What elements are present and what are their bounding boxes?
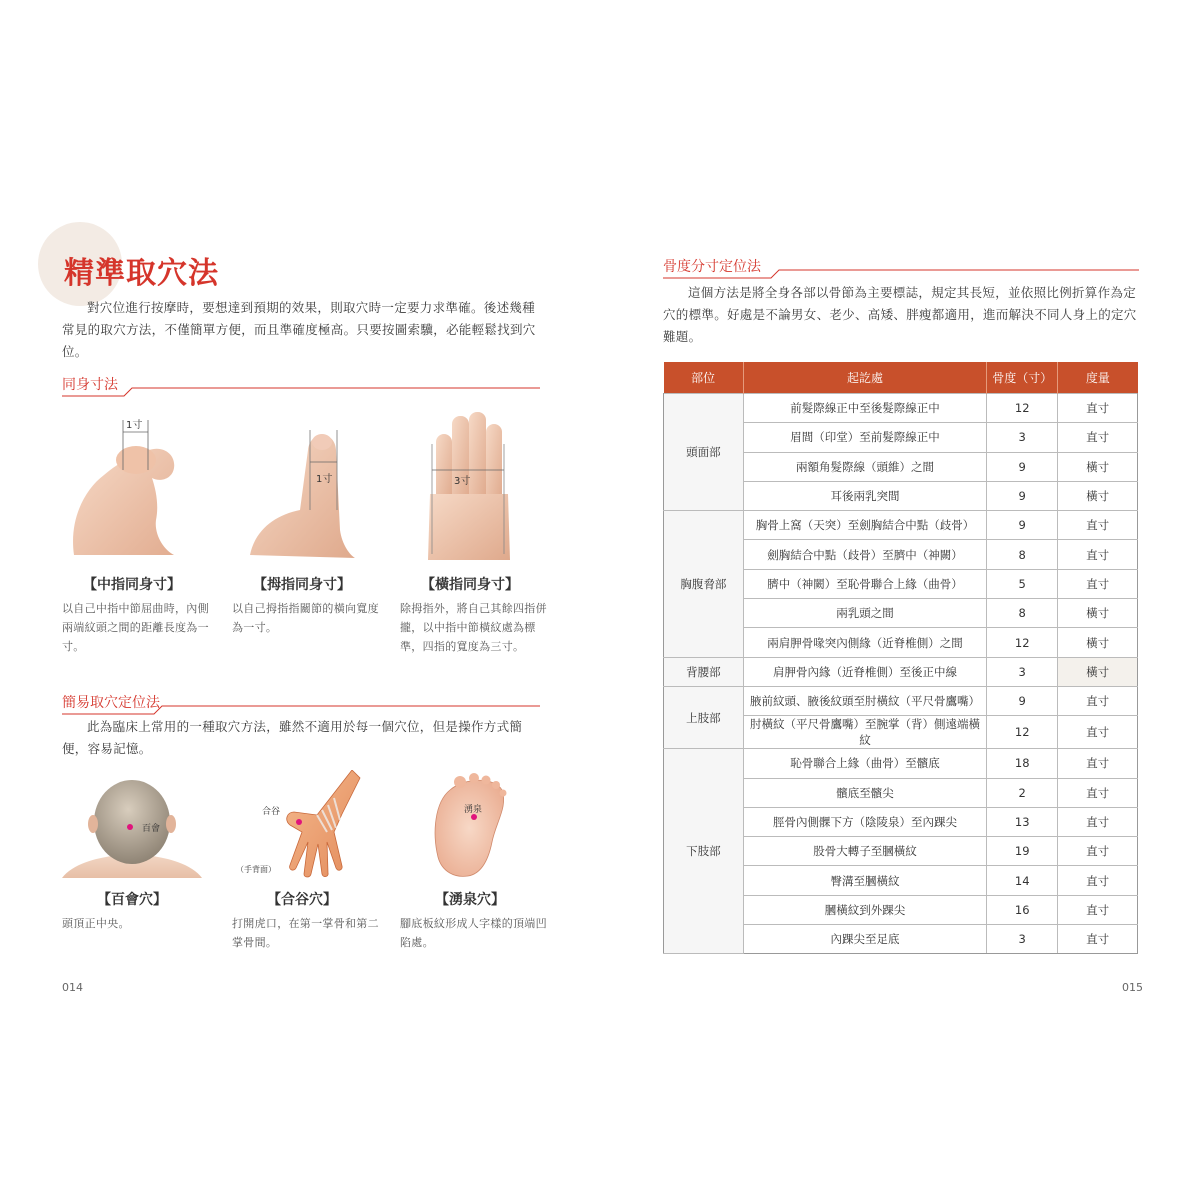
table-cell-range: 臀溝至膕橫紋 <box>743 866 986 895</box>
hand-figure <box>232 770 362 880</box>
table-cell-range: 恥骨聯合上緣（曲骨）至髕底 <box>743 749 986 778</box>
table-cell-measure: 直寸 <box>1058 807 1138 836</box>
section-underline <box>62 374 540 400</box>
desc-four-finger: 除拇指外，將自己其餘四指併攏，以中指中節橫紋處為標準，四指的寬度為三寸。 <box>400 602 547 653</box>
page-number-right: 015 <box>1122 981 1143 994</box>
section-heading-tongshencun <box>62 374 540 400</box>
table-cell-measure: 橫寸 <box>1058 628 1138 657</box>
table-row <box>664 657 1138 686</box>
table-cell-cun: 12 <box>987 394 1058 423</box>
table-row <box>664 686 1138 715</box>
table-cell-range: 腋前紋頭、腋後紋頭至肘橫紋（平尺骨鷹嘴） <box>743 686 986 715</box>
table-cell-cun: 12 <box>987 716 1058 749</box>
caption-middle-finger: 【中指同身寸】 <box>83 577 181 593</box>
table-header-row <box>664 362 1138 394</box>
section-heading-label: 簡易取穴定位法 <box>62 695 160 711</box>
table-cell-cun: 9 <box>987 481 1058 510</box>
right-intro-paragraph: 這個方法是將全身各部以骨節為主要標誌，規定其長短，並依照比例折算作為定穴的標準。好處是不論男女、老少、高矮、胖瘦都適用，進而解決不同人身上的定穴難題。 <box>663 285 1137 344</box>
table-cell-measure: 直寸 <box>1058 716 1138 749</box>
table-cell-cun: 3 <box>987 657 1058 686</box>
table-cell-measure: 直寸 <box>1058 569 1138 598</box>
table-cell-cun: 5 <box>987 569 1058 598</box>
table-cell-measure: 直寸 <box>1058 778 1138 807</box>
table-cell-cun: 16 <box>987 895 1058 924</box>
table-cell-measure: 直寸 <box>1058 540 1138 569</box>
table-cell-measure: 直寸 <box>1058 895 1138 924</box>
four-finger-figure <box>418 404 518 560</box>
table-cell-cun: 9 <box>987 686 1058 715</box>
table-cell-cun: 9 <box>987 511 1058 540</box>
desc-hegu: 打開虎口，在第一掌骨和第二掌骨間。 <box>232 917 379 949</box>
acupoint-label: 百會 <box>142 824 161 834</box>
table-cell-part: 上肢部 <box>664 686 744 748</box>
table-body <box>664 394 1138 954</box>
section-heading-label: 骨度分寸定位法 <box>663 259 761 275</box>
acupoint-label: 合谷 <box>262 807 281 817</box>
header-range: 起訖處 <box>743 362 986 394</box>
section2-intro: 此為臨床上常用的一種取穴方法，雖然不適用於每一個穴位，但是操作方式簡便，容易記憶。 <box>62 719 523 756</box>
caption-thumb: 【拇指同身寸】 <box>253 577 351 593</box>
table-cell-range: 兩肩胛骨喙突內側緣（近脊椎側）之間 <box>743 628 986 657</box>
table-cell-measure: 直寸 <box>1058 866 1138 895</box>
bone-proportion-table <box>663 362 1138 954</box>
table-cell-range: 前髮際線正中至後髮際線正中 <box>743 394 986 423</box>
table-cell-range: 膕橫紋到外踝尖 <box>743 895 986 924</box>
page-title: 精準取穴法 <box>64 256 219 291</box>
table-cell-measure: 直寸 <box>1058 749 1138 778</box>
table-cell-cun: 19 <box>987 837 1058 866</box>
header-part: 部位 <box>664 362 744 394</box>
table-row <box>664 394 1138 423</box>
acupoint-label: 湧泉 <box>464 805 483 815</box>
table-cell-range: 髕底至髕尖 <box>743 778 986 807</box>
desc-yongquan: 腳底板紋形成人字樣的頂端凹陷處。 <box>400 917 547 949</box>
table-cell-range: 肩胛骨內緣（近脊椎側）至後正中線 <box>743 657 986 686</box>
table-cell-range: 劍胸結合中點（歧骨）至臍中（神闕） <box>743 540 986 569</box>
table-cell-part: 胸腹脅部 <box>664 511 744 657</box>
section-heading-jianyi <box>62 692 540 718</box>
table-cell-cun: 9 <box>987 452 1058 481</box>
caption-four-finger: 【橫指同身寸】 <box>421 577 519 593</box>
table-cell-range: 臍中（神闕）至恥骨聯合上緣（曲骨） <box>743 569 986 598</box>
table-cell-measure: 橫寸 <box>1058 452 1138 481</box>
table-row <box>664 749 1138 778</box>
table-cell-part: 頭面部 <box>664 394 744 511</box>
table-cell-measure: 橫寸 <box>1058 599 1138 628</box>
table-cell-cun: 2 <box>987 778 1058 807</box>
middle-finger-figure <box>64 410 194 560</box>
table-cell-range: 兩乳頭之間 <box>743 599 986 628</box>
table-cell-cun: 13 <box>987 807 1058 836</box>
hand-back-label: （手背面） <box>236 865 276 874</box>
table-cell-cun: 12 <box>987 628 1058 657</box>
desc-thumb: 以自己拇指指關節的橫向寬度為一寸。 <box>232 602 379 634</box>
table-cell-cun: 8 <box>987 540 1058 569</box>
section-underline <box>62 692 540 718</box>
table-cell-cun: 18 <box>987 749 1058 778</box>
cun-marker: 3寸 <box>454 476 471 487</box>
table-cell-measure: 直寸 <box>1058 837 1138 866</box>
page-number-left: 014 <box>62 981 83 994</box>
caption-baihui: 【百會穴】 <box>97 892 167 908</box>
section-heading-label: 同身寸法 <box>62 377 118 393</box>
section-heading-gudu <box>663 256 1139 282</box>
table-cell-part: 背腰部 <box>664 657 744 686</box>
table-cell-range: 眉間（印堂）至前髮際線正中 <box>743 423 986 452</box>
table-cell-measure: 直寸 <box>1058 686 1138 715</box>
table-cell-cun: 14 <box>987 866 1058 895</box>
table-cell-measure: 直寸 <box>1058 394 1138 423</box>
section-underline <box>663 256 1139 282</box>
cun-marker: 1寸 <box>126 420 143 431</box>
table-cell-measure: 直寸 <box>1058 423 1138 452</box>
head-figure <box>62 774 202 878</box>
table-cell-range: 股骨大轉子至膕橫紋 <box>743 837 986 866</box>
table-cell-range: 內踝尖至足底 <box>743 925 986 954</box>
table-cell-range: 兩額角髮際線（頭維）之間 <box>743 452 986 481</box>
table-cell-range: 胸骨上窩（天突）至劍胸結合中點（歧骨） <box>743 511 986 540</box>
table-cell-measure: 橫寸 <box>1058 481 1138 510</box>
foot-figure <box>430 772 512 880</box>
table-cell-cun: 8 <box>987 599 1058 628</box>
table-cell-cun: 3 <box>987 925 1058 954</box>
desc-middle-finger: 以自己中指中節屈曲時，內側兩端紋頭之間的距離長度為一寸。 <box>62 602 209 653</box>
caption-hegu: 【合谷穴】 <box>267 892 337 908</box>
table-row <box>664 511 1138 540</box>
desc-baihui: 頭頂正中央。 <box>62 917 130 930</box>
table-cell-range: 耳後兩乳突間 <box>743 481 986 510</box>
table-cell-part: 下肢部 <box>664 749 744 954</box>
table-cell-range: 脛骨內側髁下方（陰陵泉）至內踝尖 <box>743 807 986 836</box>
table-cell-range: 肘橫紋（平尺骨鷹嘴）至腕掌（背）側遠端橫紋 <box>743 716 986 749</box>
caption-yongquan: 【湧泉穴】 <box>435 892 505 908</box>
cun-marker: 1寸 <box>316 474 333 485</box>
intro-paragraph: 對穴位進行按摩時，要想達到預期的效果，則取穴時一定要力求準確。後述幾種常見的取穴方法，不僅簡單方便，而且準確度極高。只要按圖索驥，必能輕鬆找到穴位。 <box>62 300 536 359</box>
table-cell-measure: 橫寸 <box>1058 657 1138 686</box>
thumb-figure <box>250 410 360 560</box>
table-cell-cun: 3 <box>987 423 1058 452</box>
header-cun: 骨度（寸） <box>987 362 1058 394</box>
header-measure: 度量 <box>1058 362 1138 394</box>
table-cell-measure: 直寸 <box>1058 925 1138 954</box>
table-cell-measure: 直寸 <box>1058 511 1138 540</box>
